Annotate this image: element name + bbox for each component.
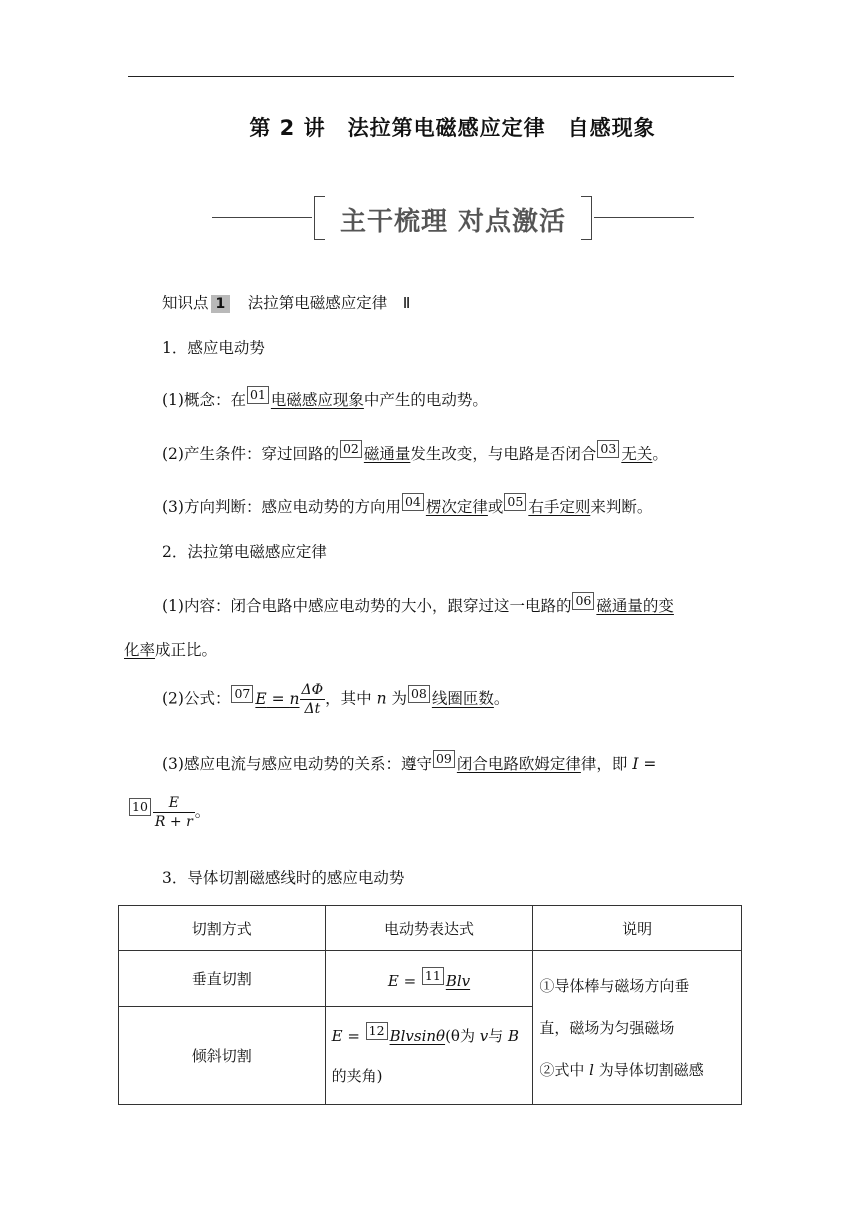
cutting-table	[118, 905, 742, 1105]
text: 为	[386, 689, 407, 708]
answer: 磁通量	[363, 445, 411, 463]
answer: 电磁感应现象	[270, 391, 364, 409]
var: B	[507, 1026, 520, 1045]
blank-number: 06	[572, 592, 594, 610]
numerator: E	[168, 795, 179, 811]
blank-number: 12	[366, 1022, 388, 1040]
answer: 右手定则	[528, 498, 591, 516]
answer: 线圈匝数	[431, 689, 494, 708]
note-text: 为导体切割磁感	[593, 1060, 704, 1079]
text: (3)感应电流与感应电动势的关系：遵守	[162, 755, 432, 773]
blank-number: 09	[433, 750, 455, 768]
equals: =	[342, 1026, 365, 1045]
blank-number: 07	[231, 685, 253, 703]
text: (θ为	[445, 1026, 480, 1045]
s2-relation-line2	[128, 794, 210, 831]
s2-content-line1	[162, 592, 674, 616]
text: 发生改变，与电路是否闭合	[410, 445, 597, 463]
text: (2)产生条件：穿过回路的	[162, 445, 339, 463]
var: n	[289, 689, 300, 708]
mode-cell: 倾斜切割	[119, 1007, 326, 1105]
answer: Blvsinθ	[389, 1026, 446, 1045]
var: v	[479, 1026, 489, 1045]
s1-heading: 1．感应电动势	[162, 339, 265, 357]
answer: 磁通量的变	[596, 597, 674, 615]
note-text: ②式中	[539, 1060, 590, 1079]
blank-number: 04	[402, 493, 424, 511]
blank-number: 03	[597, 440, 619, 458]
s2-formula	[162, 681, 509, 718]
text: (2)公式：	[162, 689, 231, 708]
top-rule	[128, 76, 734, 77]
banner-bracket-right	[581, 196, 592, 240]
text: 中产生的电动势。	[363, 391, 488, 409]
notes-cell	[533, 951, 742, 1105]
kp-prefix: 知识点	[162, 294, 209, 312]
table-header-row	[119, 906, 742, 951]
var: n	[376, 689, 387, 708]
denominator: Δt	[300, 699, 326, 718]
s2-heading: 2．法拉第电磁感应定律	[162, 543, 327, 561]
text: 成正比。	[155, 641, 218, 659]
var: E	[255, 689, 267, 708]
var: I	[632, 755, 639, 773]
text: (1)概念：在	[162, 391, 246, 409]
s2-content-line2	[124, 638, 217, 660]
s1-condition	[162, 440, 668, 464]
header-cell: 电动势表达式	[325, 906, 533, 951]
var: E	[387, 972, 399, 990]
equals: =	[398, 972, 421, 990]
header-cell: 切割方式	[119, 906, 326, 951]
text: 来判断。	[590, 498, 653, 516]
fraction	[153, 794, 195, 831]
answer: 无关	[621, 445, 653, 463]
answer: Blv	[445, 972, 471, 990]
denominator: R + r	[154, 814, 193, 830]
expr-cell	[325, 1007, 533, 1105]
section-banner	[212, 192, 694, 244]
mode-cell: 垂直切割	[119, 951, 326, 1007]
text: (1)内容：闭合电路中感应电动势的大小，跟穿过这一电路的	[162, 597, 572, 615]
answer: 化率	[124, 641, 156, 659]
s3-heading: 3．导体切割磁感线时的感应电动势	[162, 869, 405, 887]
banner-rule-right	[594, 217, 694, 218]
equals: =	[266, 689, 290, 708]
knowledge-point-heading	[162, 291, 410, 313]
text: 或	[487, 498, 504, 516]
text: ，其中	[325, 689, 377, 708]
var: E	[331, 1026, 343, 1045]
blank-number: 02	[340, 440, 362, 458]
kp-number-badge: 1	[211, 295, 231, 313]
text: 。	[652, 445, 668, 463]
blank-number: 01	[247, 386, 269, 404]
note-text: ①导体棒与磁场方向垂	[539, 976, 690, 995]
text: 的夹角)	[331, 1066, 383, 1085]
fraction	[300, 681, 326, 718]
s1-concept	[162, 386, 488, 410]
answer: 闭合电路欧姆定律	[456, 755, 581, 773]
banner-text: 主干梳理 对点激活	[339, 207, 567, 237]
s1-direction	[162, 493, 652, 517]
blank-number: 11	[422, 967, 444, 985]
numerator: ΔΦ	[301, 682, 324, 698]
blank-number: 10	[129, 798, 151, 816]
table-row	[119, 951, 742, 1007]
answer: 楞次定律	[425, 498, 488, 516]
page-title: 第 2 讲 法拉第电磁感应定律 自感现象	[249, 116, 656, 140]
s2-relation-line1	[162, 750, 656, 774]
note-text: 直，磁场为匀强磁场	[539, 1018, 675, 1037]
var: l	[589, 1060, 594, 1079]
text: 律，即	[580, 755, 633, 773]
text: 。	[194, 802, 211, 821]
text: (3)方向判断：感应电动势的方向用	[162, 498, 401, 516]
equals: =	[638, 755, 657, 773]
expr-cell	[325, 951, 533, 1007]
text: 与	[488, 1026, 508, 1045]
blank-number: 05	[504, 493, 526, 511]
header-cell: 说明	[533, 906, 742, 951]
kp-title: 法拉第电磁感应定律 Ⅱ	[247, 294, 411, 312]
text: 。	[493, 689, 510, 708]
blank-number: 08	[408, 685, 430, 703]
